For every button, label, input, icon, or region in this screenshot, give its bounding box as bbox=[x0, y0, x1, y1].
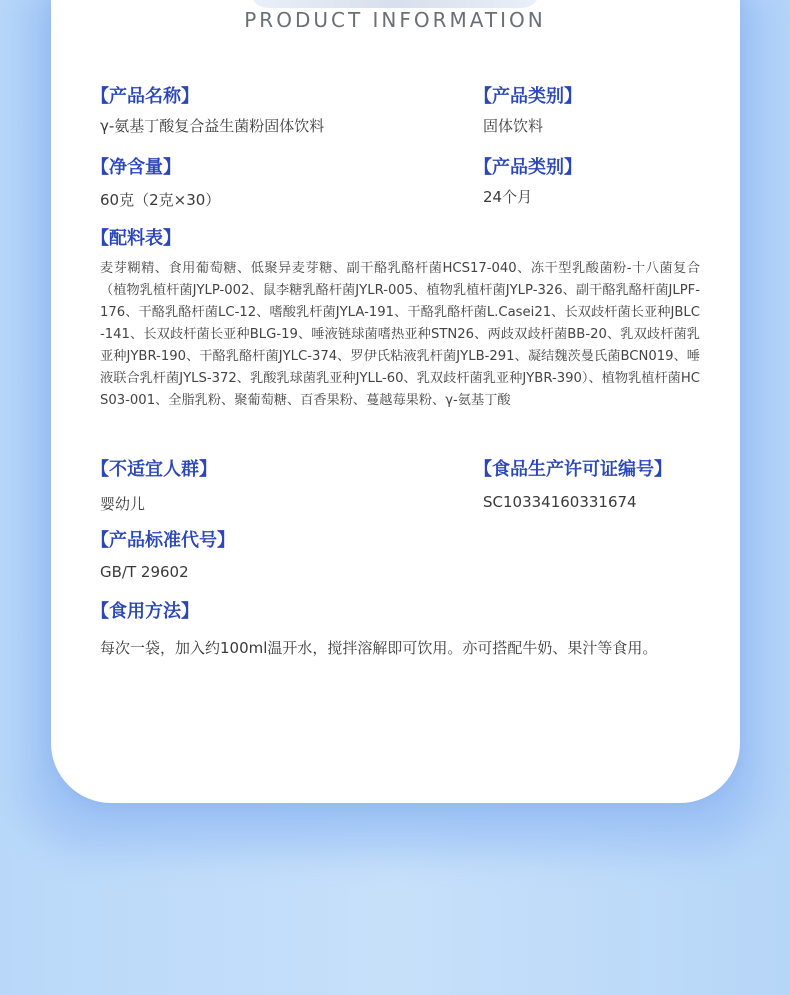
net-content-label: 【净含量】 bbox=[91, 157, 181, 178]
product-name-value: γ-氨基丁酸复合益生菌粉固体饮料 bbox=[100, 117, 325, 135]
shelf-life-value: 24个月 bbox=[483, 188, 533, 206]
section-subtitle: PRODUCT INFORMATION bbox=[244, 8, 546, 32]
product-category-label: 【产品类别】 bbox=[474, 86, 582, 107]
unsuitable-group-label: 【不适宜人群】 bbox=[91, 459, 217, 480]
title-banner-fragment bbox=[250, 0, 540, 8]
standard-code-value: GB/T 29602 bbox=[100, 563, 189, 581]
ingredients-value: 麦芽糊精、食用葡萄糖、低聚异麦芽糖、副干酪乳酪杆菌HCS17-040、冻干型乳酸菌粉-十八菌复合（植物乳植杆菌JYLP-002、鼠李糖乳酪杆菌JYLR-005、植物乳植杆菌JYLP-326、副干酪乳酪杆菌JLPF-176、干酪乳酪杆菌LC-12、嗜酸乳杆菌JYLA-191、干酪乳酪杆菌L.Casei21、长双歧杆菌长亚种JBLC-141、长双歧杆菌长亚种BLG-19、唾液链球菌嗜热亚种STN26、两歧双歧杆菌BB-20、乳双歧杆菌乳亚种JYBR-190、干酪乳酪杆菌JYLC-374、罗伊氏粘液乳杆菌JYLB-291、凝结魏茨曼氏菌BCN019、唾液联合乳杆菌JYLS-372、乳酸乳球菌乳亚种JYLL-60、乳双歧杆菌乳亚种JYBR-390）、植物乳植杆菌HCS03-001、全脂乳粉、聚葡萄糖、百香果粉、蔓越莓果粉、γ-氨基丁酸 bbox=[100, 261, 700, 408]
ingredients-label: 【配料表】 bbox=[91, 228, 181, 249]
usage-value: 每次一袋，加入约100ml温开水，搅拌溶解即可饮用。亦可搭配牛奶、果汁等食用。 bbox=[100, 639, 658, 657]
product-category-value: 固体饮料 bbox=[483, 117, 544, 135]
product-name-label: 【产品名称】 bbox=[91, 86, 199, 107]
standard-code-label: 【产品标准代号】 bbox=[91, 530, 235, 551]
license-number-label: 【食品生产许可证编号】 bbox=[474, 459, 672, 480]
unsuitable-group-value: 婴幼儿 bbox=[100, 495, 146, 513]
license-number-value: SC10334160331674 bbox=[483, 493, 637, 511]
net-content-value: 60克（2克×30） bbox=[100, 191, 221, 209]
shelf-life-label: 【产品类别】 bbox=[474, 157, 582, 178]
usage-label: 【食用方法】 bbox=[91, 601, 199, 622]
